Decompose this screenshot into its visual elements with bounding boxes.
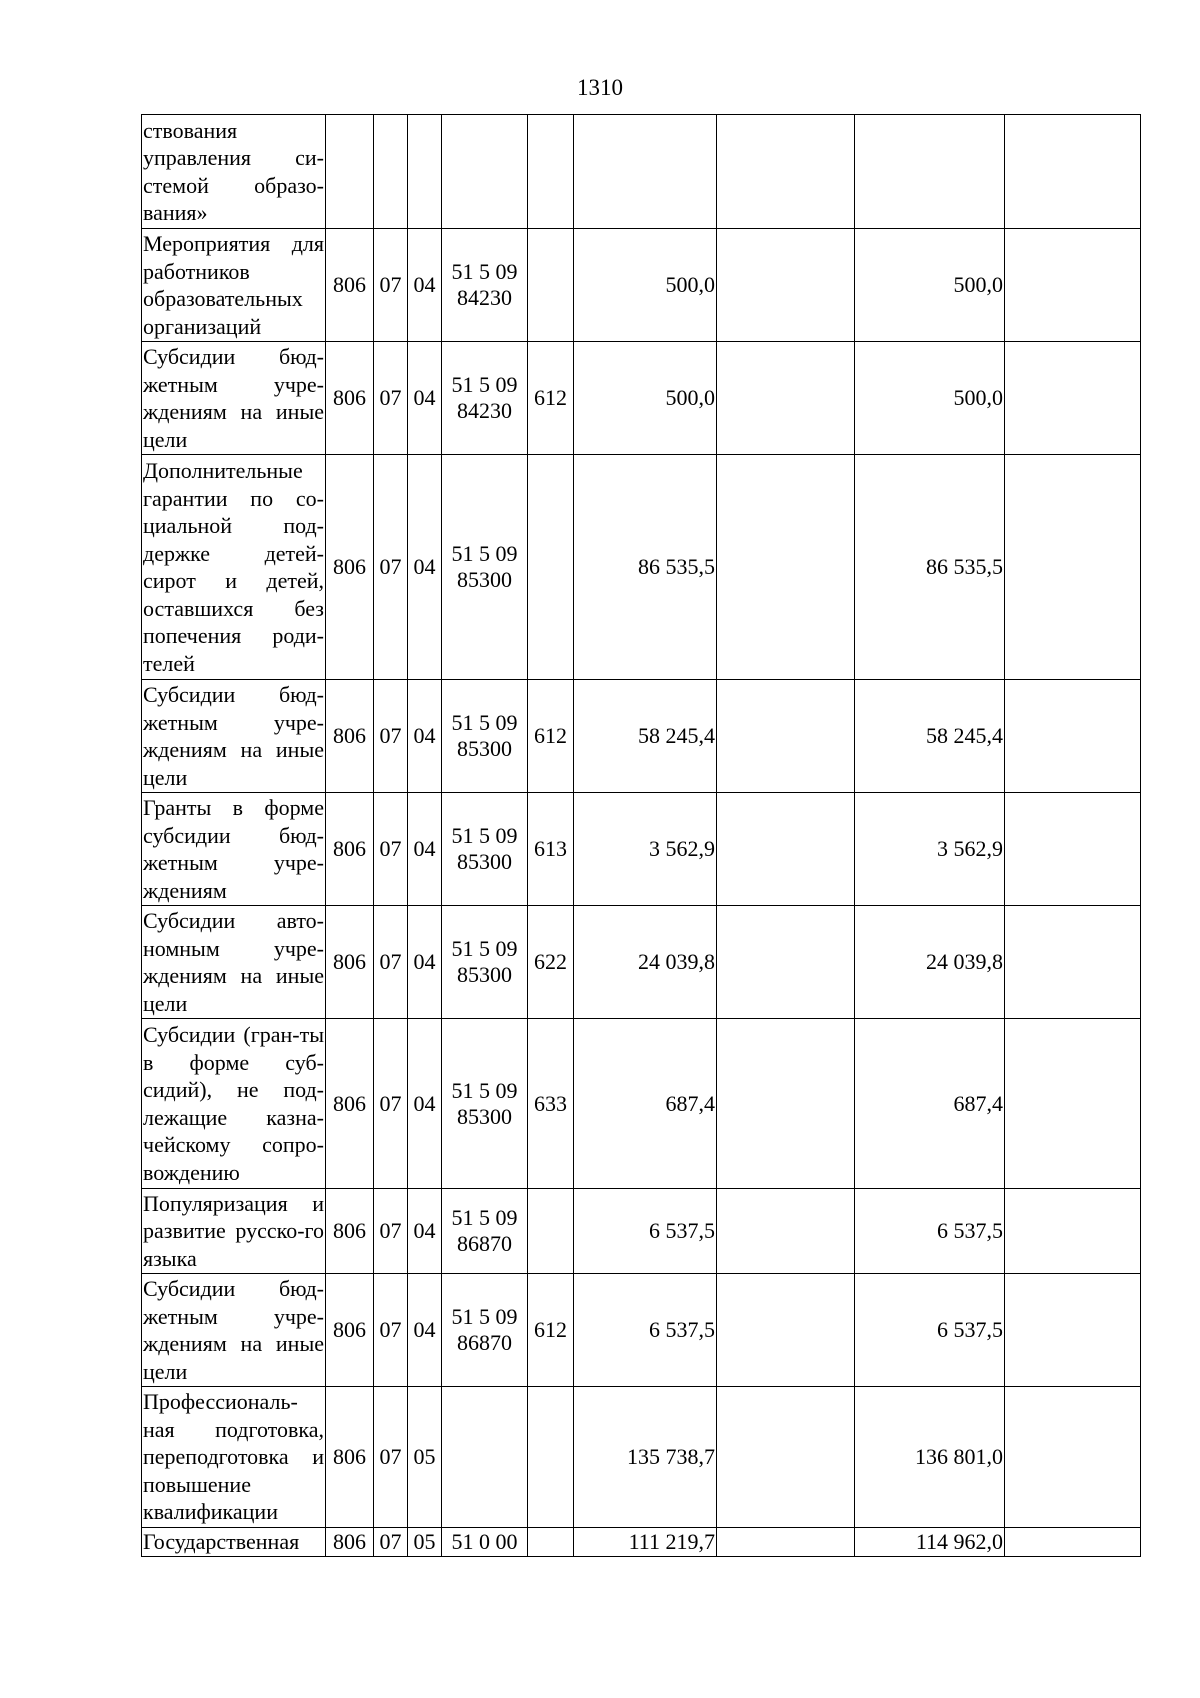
subsection-code: 04 [408,342,442,455]
table-row [142,342,1141,455]
column-10-value [1005,1528,1141,1557]
amount-year-2: 500,0 [855,229,1005,342]
target-article-code-part-1: 51 5 09 [451,710,518,735]
subsection-code: 04 [408,455,442,680]
section-code: 07 [374,1189,408,1274]
column-8-value [717,229,855,342]
section-code: 07 [374,793,408,906]
expense-type-code [528,455,574,680]
amount-year-2: 6 537,5 [855,1189,1005,1274]
target-article-code-part-2: 85300 [457,1103,512,1129]
column-8-value [717,115,855,229]
expense-type-code: 613 [528,793,574,906]
subsection-code: 05 [408,1528,442,1557]
target-article-code-part-1: 51 5 09 [451,259,518,284]
amount-year-2 [855,115,1005,229]
department-code: 806 [326,1387,374,1528]
target-article-code-part-1: 51 5 09 [451,1077,518,1103]
table-row [142,1189,1141,1274]
target-article-code-part-1: 51 5 09 [451,936,518,961]
item-name: Субсидии бюд-жетным учре-ждениям на иные цели [142,1274,326,1387]
column-8-value [717,680,855,793]
expense-type-code [528,115,574,229]
section-code: 07 [374,680,408,793]
target-article-code-part-2: 85300 [457,962,512,987]
amount-year-2: 6 537,5 [855,1274,1005,1387]
item-name: Субсидии (гран-ты в форме суб-сидий), не под-лежащие казна-чейскому сопро-вождению [142,1019,326,1189]
table-row [142,115,1141,229]
item-name: ствования управления си-стемой образо-вания» [142,115,326,229]
target-article-code-part-2: 84230 [457,285,512,310]
column-8-value [717,1019,855,1189]
target-article-code-part-2: 85300 [457,736,512,761]
target-article-code [442,1274,528,1387]
column-10-value [1005,229,1141,342]
column-8-value [717,1387,855,1528]
amount-year-1: 687,4 [574,1019,717,1189]
amount-year-2: 86 535,5 [855,455,1005,680]
target-article-code-part-2: 84230 [457,398,512,423]
department-code: 806 [326,1528,374,1557]
table-row [142,793,1141,906]
department-code: 806 [326,793,374,906]
item-name: Субсидии бюд-жетным учре-ждениям на иные цели [142,342,326,455]
column-10-value [1005,906,1141,1019]
item-name: Субсидии авто-номным учре-ждениям на иные цели [142,906,326,1019]
item-name: Субсидии бюд-жетным учре-ждениям на иные цели [142,680,326,793]
expense-type-code: 612 [528,342,574,455]
target-article-code [442,1189,528,1274]
department-code: 806 [326,342,374,455]
amount-year-2: 136 801,0 [855,1387,1005,1528]
subsection-code: 04 [408,1274,442,1387]
column-8-value [717,1528,855,1557]
table-row [142,1387,1141,1528]
column-8-value [717,455,855,680]
item-name: Профессиональ-ная подготовка, переподготовка и повышение квалификации [142,1387,326,1528]
amount-year-1: 111 219,7 [574,1528,717,1557]
target-article-code-part-2: 85300 [457,849,512,874]
table-row [142,455,1141,680]
target-article-code [442,1019,528,1189]
target-article-code-part-1: 51 5 09 [451,372,518,397]
item-name: Мероприятия для работников образовательных организаций [142,229,326,342]
column-8-value [717,342,855,455]
column-8-value [717,906,855,1019]
item-name: Дополнительные гарантии по со-циальной под-держке детей-сирот и детей, оставшихся без попечения роди-телей [142,455,326,680]
expense-type-code [528,1528,574,1557]
expense-type-code [528,229,574,342]
section-code [374,115,408,229]
subsection-code: 04 [408,793,442,906]
expense-type-code: 612 [528,680,574,793]
amount-year-2: 24 039,8 [855,906,1005,1019]
target-article-code-part-1: 51 5 09 [451,541,518,566]
target-article-code [442,680,528,793]
item-name: Государственная [142,1528,326,1557]
expense-type-code [528,1189,574,1274]
subsection-code: 04 [408,229,442,342]
column-10-value [1005,455,1141,680]
column-8-value [717,793,855,906]
amount-year-2: 687,4 [855,1019,1005,1189]
department-code: 806 [326,1019,374,1189]
column-10-value [1005,1189,1141,1274]
subsection-code: 04 [408,680,442,793]
table-row [142,680,1141,793]
amount-year-1: 500,0 [574,229,717,342]
target-article-code-part-2: 85300 [457,567,512,592]
expense-type-code: 612 [528,1274,574,1387]
target-article-code [442,793,528,906]
subsection-code: 04 [408,1019,442,1189]
target-article-code-part-2: 86870 [457,1231,512,1256]
target-article-code-part-1: 51 5 09 [451,823,518,848]
column-8-value [717,1274,855,1387]
table-row [142,229,1141,342]
column-10-value [1005,1274,1141,1387]
column-10-value [1005,680,1141,793]
expense-type-code: 633 [528,1019,574,1189]
department-code: 806 [326,1189,374,1274]
column-10-value [1005,1019,1141,1189]
amount-year-1: 135 738,7 [574,1387,717,1528]
column-8-value [717,1189,855,1274]
target-article-code [442,455,528,680]
page-number: 1310 [577,75,623,100]
target-article-code [442,1528,528,1557]
target-article-code [442,115,528,229]
target-article-code-part-2: 86870 [457,1330,512,1355]
table-row [142,1528,1141,1557]
subsection-code: 04 [408,906,442,1019]
section-code: 07 [374,455,408,680]
amount-year-1: 6 537,5 [574,1189,717,1274]
target-article-code-part-1: 51 5 09 [451,1205,518,1230]
item-name: Гранты в форме субсидии бюд-жетным учре-ждениям [142,793,326,906]
amount-year-1: 3 562,9 [574,793,717,906]
target-article-code-part-1: 51 0 00 [451,1529,518,1554]
target-article-code [442,229,528,342]
section-code: 07 [374,906,408,1019]
amount-year-2: 114 962,0 [855,1528,1005,1557]
amount-year-1: 24 039,8 [574,906,717,1019]
subsection-code [408,115,442,229]
section-code: 07 [374,1274,408,1387]
budget-table [141,114,1141,1557]
section-code: 07 [374,1387,408,1528]
amount-year-1: 6 537,5 [574,1274,717,1387]
expense-type-code [528,1387,574,1528]
column-10-value [1005,793,1141,906]
table-body [142,115,1141,1557]
amount-year-1: 58 245,4 [574,680,717,793]
department-code: 806 [326,1274,374,1387]
department-code: 806 [326,906,374,1019]
department-code [326,115,374,229]
column-10-value [1005,115,1141,229]
target-article-code-part-1: 51 5 09 [451,1304,518,1329]
section-code: 07 [374,1528,408,1557]
amount-year-1 [574,115,717,229]
section-code: 07 [374,1019,408,1189]
item-name: Популяризация и развитие русско-го языка [142,1189,326,1274]
table-row [142,1274,1141,1387]
amount-year-1: 500,0 [574,342,717,455]
amount-year-2: 58 245,4 [855,680,1005,793]
amount-year-2: 500,0 [855,342,1005,455]
target-article-code [442,342,528,455]
department-code: 806 [326,455,374,680]
expense-type-code: 622 [528,906,574,1019]
department-code: 806 [326,229,374,342]
table-row [142,1019,1141,1189]
department-code: 806 [326,680,374,793]
amount-year-2: 3 562,9 [855,793,1005,906]
section-code: 07 [374,229,408,342]
subsection-code: 04 [408,1189,442,1274]
table-row [142,906,1141,1019]
subsection-code: 05 [408,1387,442,1528]
amount-year-1: 86 535,5 [574,455,717,680]
column-10-value [1005,1387,1141,1528]
column-10-value [1005,342,1141,455]
target-article-code [442,906,528,1019]
section-code: 07 [374,342,408,455]
target-article-code [442,1387,528,1528]
